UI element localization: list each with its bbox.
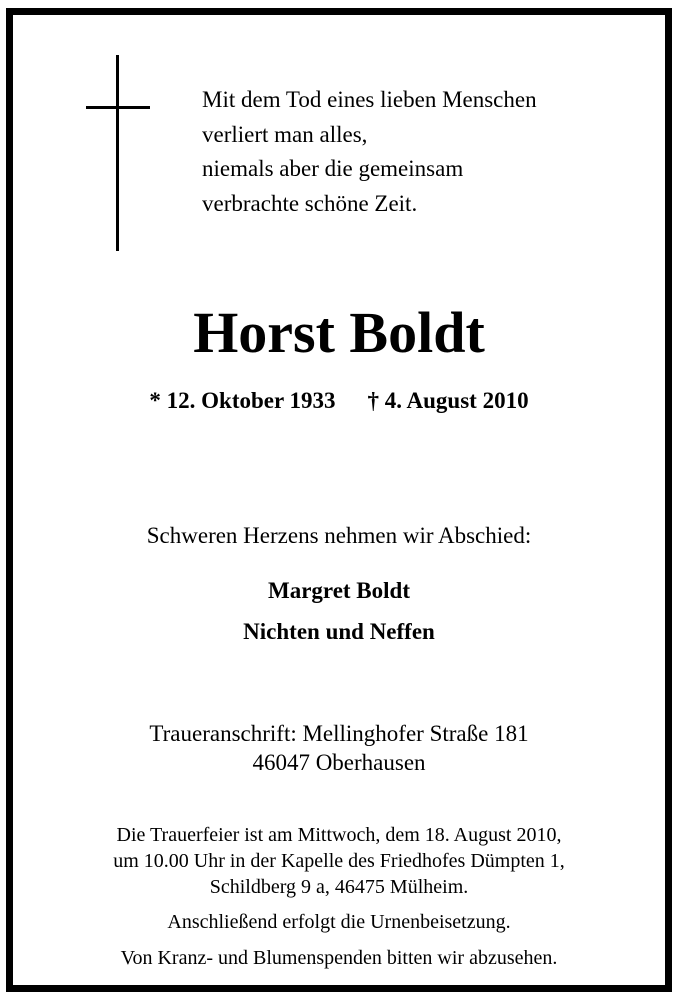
- death-date: † 4. August 2010: [367, 388, 529, 413]
- deceased-name: Horst Boldt: [193, 300, 485, 365]
- cross-vertical-bar: [116, 55, 119, 251]
- service-line: Schildberg 9 a, 46475 Mülheim.: [209, 876, 469, 898]
- mourning-address: [13, 719, 665, 777]
- farewell-line: Schweren Herzens nehmen wir Abschied:: [146, 523, 532, 548]
- cross-horizontal-bar: [86, 106, 150, 109]
- mourner-name: Nichten und Neffen: [243, 619, 435, 644]
- birth-date: * 12. Oktober 1933: [149, 388, 336, 413]
- mourners-list: [13, 570, 665, 652]
- service-line: um 10.00 Uhr in der Kapelle des Friedhofes Dümpten 1,: [113, 850, 565, 872]
- quote-line: verliert man alles,: [202, 121, 368, 147]
- life-dates: [13, 385, 665, 417]
- donations-note: Von Kranz- und Blumenspenden bitten wir abzusehen.: [120, 947, 558, 969]
- address-city: 46047 Oberhausen: [252, 750, 426, 775]
- obituary-notice: [6, 8, 672, 992]
- funeral-service-info: [13, 822, 665, 900]
- address-street: Traueranschrift: Mellinghofer Straße 181: [149, 721, 529, 746]
- quote-line: Mit dem Tod eines lieben Menschen: [202, 87, 537, 112]
- service-line: Die Trauerfeier ist am Mittwoch, dem 18. August 2010,: [116, 824, 562, 846]
- urn-burial-note: Anschließend erfolgt die Urnenbeisetzung.: [167, 911, 511, 933]
- memorial-quote: [202, 83, 537, 221]
- mourner-name: Margret Boldt: [267, 578, 410, 603]
- latin-cross-icon: [86, 55, 150, 251]
- quote-line: niemals aber die gemeinsam: [202, 156, 464, 181]
- quote-line: verbrachte schöne Zeit.: [202, 190, 418, 216]
